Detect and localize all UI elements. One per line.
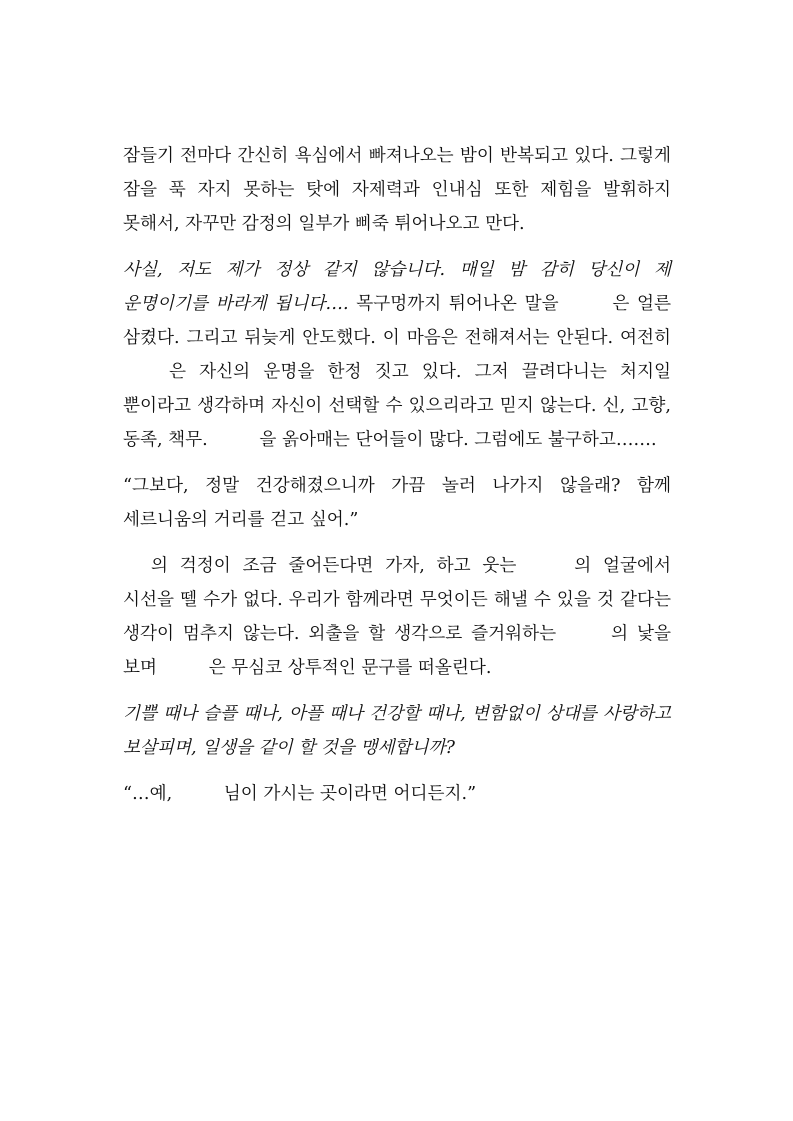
paragraph-1 [123,139,671,241]
paragraph-4 [123,549,671,685]
paragraph-4-text-a: 의 걱정이 조금 줄어든다면 가자, 하고 웃는 [151,556,529,576]
paragraph-5-italic-vow: 기쁠 때나 슬플 때나, 아플 때나 건강할 때나, 변함없이 상대를 사랑하고 보살피며, 일생을 같이 할 것을 맹세합니까? [123,704,671,758]
document-page [123,139,671,823]
paragraph-2 [123,253,671,457]
paragraph-2-italic-thought: 사실, 저도 제가 정상 같지 않습니다. 매일 밤 감히 당신이 제 운명이기를 바라게 됩니다…. [123,260,671,314]
paragraph-3 [123,469,671,537]
paragraph-2-text-c: 은 자신의 운명을 한정 짓고 있다. 그저 끌려다니는 처지일 뿐이라고 생각하며 자신이 선택할 수 있으리라고 믿지 않는다. 신, 고향, 동족, 책무. [123,362,671,450]
paragraph-2-text-b: 은 얼른 삼켰다. 그리고 뒤늦게 안도했다. 이 마음은 전해져서는 안된다. 여전히 [123,294,671,348]
paragraph-6-text-a: “…예, [123,784,178,804]
paragraph-2-text-a: 목구멍까지 튀어나온 말을 [348,294,567,314]
paragraph-4-text-c: 의 낯을 보며 [123,624,671,678]
paragraph-1-text: 잠들기 전마다 간신히 욕심에서 빠져나오는 밤이 반복되고 있다. 그렇게 잠을 푹 자지 못하는 탓에 자제력과 인내심 또한 제힘을 발휘하지 못해서, 자꾸만 감정의 일부가 삐죽 튀어나오고 만다. [123,146,671,234]
paragraph-4-text-b: 의 얼굴에서 시선을 뗄 수가 없다. 우리가 함께라면 무엇이든 해낼 수 있을 것 같다는 생각이 멈추지 않는다. 외출을 할 생각으로 즐거워하는 [123,556,671,644]
paragraph-5 [123,697,671,765]
paragraph-6-text-b: 님이 가시는 곳이라면 어디든지.” [223,784,477,804]
paragraph-2-text-d: 을 옭아매는 단어들이 많다. 그럼에도 불구하고……. [259,430,657,450]
paragraph-6 [123,777,671,811]
paragraph-4-text-d: 은 무심코 상투적인 문구를 떠올린다. [208,658,492,678]
paragraph-3-dialogue: “그보다, 정말 건강해졌으니까 가끔 놀러 나가지 않을래? 함께 세르니움의 거리를 걷고 싶어.” [123,476,671,530]
